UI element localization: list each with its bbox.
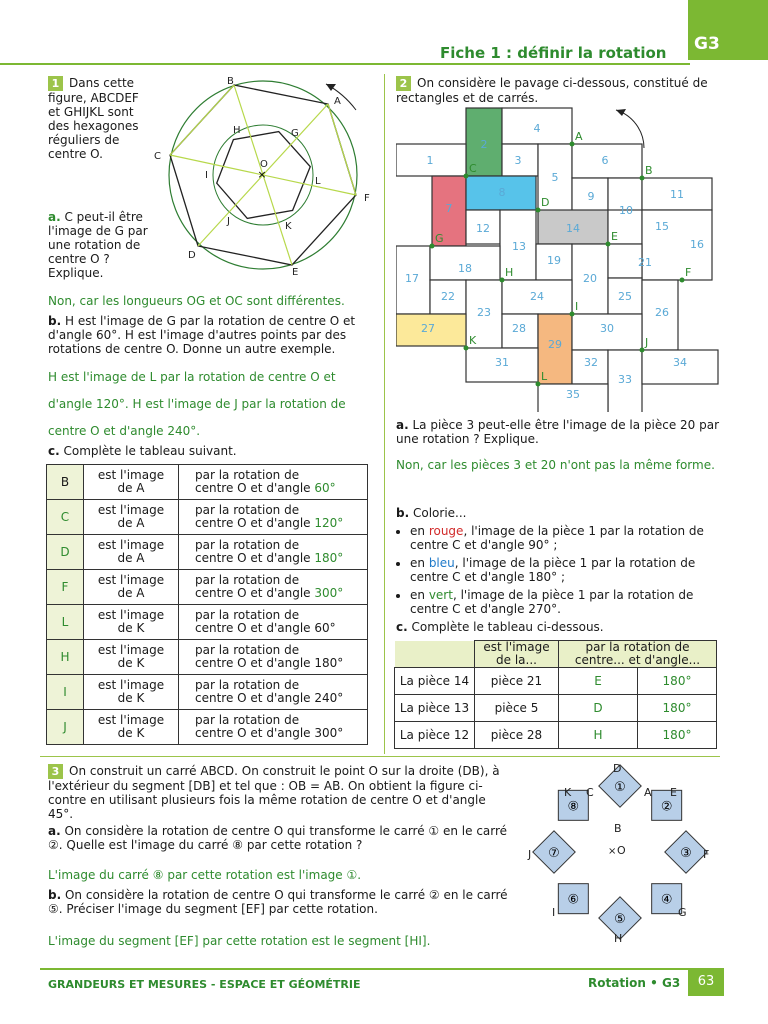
ex3-qb-answer: L'image du segment [EF] par cette rotation est le segment [HI]. [48, 934, 431, 948]
ex2-table-piece: La pièce 14 [395, 668, 475, 695]
ex1-table-rotation: par la rotation de centre O et d'angle 60° [179, 605, 368, 640]
ex2-bullet-red: • en rouge, l'image de la pièce 1 par la rotation de centre C et d'angle 90° ; [410, 524, 720, 552]
tile-label: 26 [655, 306, 669, 319]
ex1-table-rotation: par la rotation de centre O et d'angle 180° [179, 535, 368, 570]
label-H: H [233, 125, 241, 136]
tile-label: 10 [619, 204, 633, 217]
ex1-table-row [47, 605, 368, 640]
ex1-table-row [47, 570, 368, 605]
point-E [606, 242, 611, 247]
ex2-table-center: E [559, 668, 638, 695]
ex1-qb-answer-2: d'angle 120°. H est l'image de J par la rotation de [48, 397, 346, 411]
point-label-E: E [611, 230, 618, 243]
tile-21 [608, 244, 642, 278]
tile-label: 19 [547, 254, 561, 267]
ex2-table-piece: La pièce 13 [395, 695, 475, 722]
ex2-rotation-arrow-arc [616, 110, 644, 148]
ex1-qa-block [48, 210, 148, 280]
tile-label: 24 [530, 290, 544, 303]
label-E: E [670, 786, 677, 799]
tile-label: 4 [533, 122, 541, 135]
label-J: J [528, 848, 532, 861]
label-A: A [644, 786, 652, 799]
ex2-table-image: pièce 28 [475, 722, 559, 749]
label-G: G [291, 128, 299, 139]
ex2-intro: On considère le pavage ci-dessous, constitué de rectangles et de carrés. [396, 76, 708, 105]
footer-chapter: Rotation • G3 [588, 976, 681, 990]
ex1-table-angle: 240° [314, 691, 344, 705]
ex1-hexagon-figure [150, 74, 380, 284]
ex1-table-point: C [47, 500, 84, 535]
point-G [430, 244, 435, 249]
ex2-bullet-blue: • en bleu, l'image de la pièce 1 par la rotation de centre C et d'angle 180° ; [410, 556, 720, 584]
ex2-table-row [395, 695, 717, 722]
ex1-table-point: B [47, 465, 84, 500]
label-O: O [260, 159, 268, 170]
tile-label: 15 [655, 220, 669, 233]
tile-label: 34 [673, 356, 687, 369]
ex1-table-rotation: par la rotation de centre O et d'angle 120° [179, 500, 368, 535]
tile-label: 23 [477, 306, 491, 319]
ex2-qc-block [396, 620, 604, 634]
ex1-qc-text: Complète le tableau suivant. [63, 444, 237, 458]
ex3-number-badge: 3 [48, 764, 63, 779]
ex2-number-badge: 2 [396, 76, 411, 91]
point-C [464, 174, 469, 179]
label-K: K [564, 786, 572, 799]
ex1-table-angle: 180° [314, 551, 344, 565]
ex3-squares-figure [520, 760, 720, 950]
chord-1 [170, 85, 234, 155]
point-label-J: J [645, 336, 649, 349]
tile-label: 1 [426, 154, 434, 167]
label-J: J [227, 216, 230, 227]
label-B: B [614, 822, 622, 835]
footer-domain: GRANDEURS ET MESURES - ESPACE ET GÉOMÉTRIE [48, 978, 361, 991]
ex1-qb-answer-1: H est l'image de L par la rotation de centre O et [48, 370, 336, 384]
ex1-table-rotation: par la rotation de centre O et d'angle 60° [179, 465, 368, 500]
point-label-L: L [541, 370, 548, 383]
ex1-table-rotation: par la rotation de centre O et d'angle 300° [179, 570, 368, 605]
tile-label: 12 [476, 222, 490, 235]
tile-label: 16 [690, 238, 704, 251]
ex1-number-badge: 1 [48, 76, 63, 91]
ex2-table-image: pièce 5 [475, 695, 559, 722]
ex1-qb-block [48, 314, 370, 356]
ex1-table-angle: 120° [314, 516, 344, 530]
ex1-table-row [47, 465, 368, 500]
ex1-table-point: D [47, 535, 84, 570]
ex1-qc-block [48, 444, 237, 458]
ex2-qb-block [396, 506, 720, 620]
ex2-table-image: pièce 21 [475, 668, 559, 695]
ex3-qa-block [48, 824, 508, 852]
tile-label: 11 [670, 188, 684, 201]
ex1-table [46, 464, 368, 745]
ex2-table-head-1: est l'image de la... [475, 641, 559, 668]
ex2-table-angle: 180° [638, 668, 717, 695]
ex3-qa-label: a. [48, 824, 61, 838]
tile-label: 18 [458, 262, 472, 275]
point-J [640, 348, 645, 353]
square-number: ① [614, 780, 626, 795]
label-D: D [613, 762, 622, 775]
svg-text:×: × [608, 846, 617, 857]
ex2-table-angle: 180° [638, 695, 717, 722]
ex3-qb-block [48, 888, 508, 916]
tile-label: 27 [421, 322, 435, 335]
svg-text:×: × [257, 168, 267, 181]
ex3-qa-text: On considère la rotation de centre O qui transforme le carré ① en le carré ②. Quelle est l'image du carré ⑧ par cette rotation ? [48, 824, 508, 852]
tile-label: 25 [618, 290, 632, 303]
page-title: Fiche 1 : définir la rotation [440, 44, 667, 62]
point-label-A: A [575, 130, 583, 143]
ex1-qa-answer: Non, car les longueurs OG et OC sont différentes. [48, 294, 345, 308]
tile-label: 17 [405, 272, 419, 285]
point-L [536, 382, 541, 387]
label-K: K [285, 221, 292, 232]
ex2-qa-text: La pièce 3 peut-elle être l'image de la pièce 20 par une rotation ? Explique. [396, 418, 720, 446]
ex1-intro-block [48, 76, 148, 161]
ex2-qb-label: b. [396, 506, 410, 520]
label-E: E [292, 267, 299, 278]
ex3-qb-text: On considère la rotation de centre O qui transforme le carré ② en le carré ⑤. Préciser l'image du segment [EF] par cette rotation. [48, 888, 508, 916]
tile-label: 3 [514, 154, 522, 167]
tile-label: 9 [587, 190, 595, 203]
footer-chapter-code: G3 [662, 976, 681, 990]
ex2-bullet-green: • en vert, l'image de la pièce 1 par la rotation de centre C et d'angle 270°. [410, 588, 720, 616]
tile-label: 21 [638, 256, 652, 269]
ex1-table-point: J [47, 710, 84, 745]
tile-label: 2 [480, 138, 488, 151]
ex1-table-rotation: par la rotation de centre O et d'angle 180° [179, 640, 368, 675]
ex1-table-image: est l'image de K [84, 605, 179, 640]
point-label-F: F [685, 266, 692, 279]
point-K [464, 346, 469, 351]
ex1-table-rotation: par la rotation de centre O et d'angle 240° [179, 675, 368, 710]
ex2-table-center: H [559, 722, 638, 749]
point-label-C: C [469, 162, 477, 175]
ex1-table-row [47, 710, 368, 745]
ex2-table-center: D [559, 695, 638, 722]
ex1-table-row [47, 500, 368, 535]
tile-label: 30 [600, 322, 614, 335]
point-label-H: H [505, 266, 514, 279]
tile-label: 31 [495, 356, 509, 369]
chord-2 [328, 104, 356, 195]
ex2-table [394, 640, 717, 749]
label-H: H [614, 932, 623, 945]
point-label-K: K [469, 334, 477, 347]
tile-label: 28 [512, 322, 526, 335]
ex3-qb-label: b. [48, 888, 62, 902]
ex2-table-angle: 180° [638, 722, 717, 749]
label-L: L [315, 176, 321, 187]
ex1-table-row [47, 675, 368, 710]
square-number: ⑦ [548, 846, 560, 861]
ex1-table-row [47, 535, 368, 570]
ex2-qa-answer: Non, car les pièces 3 et 20 n'ont pas la même forme. [396, 458, 715, 472]
tile-label: 6 [601, 154, 609, 167]
ex1-table-point: L [47, 605, 84, 640]
ex1-table-rotation: par la rotation de centre O et d'angle 300° [179, 710, 368, 745]
square-number: ④ [660, 892, 673, 908]
ex2-table-piece: La pièce 12 [395, 722, 475, 749]
square-number: ⑤ [614, 912, 626, 927]
ex2-qc-text: Complète le tableau ci-dessous. [411, 620, 604, 634]
ex2-rotation-arrow-head [616, 109, 626, 116]
ex2-qb-text: Colorie... [412, 506, 467, 520]
label-I: I [205, 170, 208, 181]
tile-label: 20 [583, 272, 597, 285]
square-number: ⑥ [567, 892, 580, 908]
section-separator [40, 756, 720, 757]
ex1-table-angle: 300° [314, 726, 344, 740]
tile-label: 32 [584, 356, 598, 369]
ex1-table-image: est l'image de A [84, 535, 179, 570]
ex1-table-angle: 60° [314, 481, 336, 495]
column-separator [384, 74, 385, 754]
label-F: F [703, 848, 710, 861]
ex2-qc-label: c. [396, 620, 408, 634]
ex2-table-row [395, 668, 717, 695]
point-label-D: D [541, 196, 550, 209]
ex1-qb-text: H est l'image de G par la rotation de centre O et d'angle 60°. H est l'image d'autres points par des rotations de centre O. Donne un autre exemple. [48, 314, 356, 356]
label-B: B [227, 76, 234, 87]
label-O: O [617, 844, 626, 857]
label-C: C [154, 151, 161, 162]
ex1-table-angle: 300° [314, 586, 344, 600]
tile-label: 22 [441, 290, 455, 303]
point-label-I: I [575, 300, 579, 313]
label-G: G [678, 906, 687, 919]
point-H [500, 278, 505, 283]
ex2-table-row [395, 722, 717, 749]
page-number: 63 [688, 968, 724, 996]
ex2-tiling-figure [396, 106, 720, 412]
ex1-qa-label: a. [48, 210, 61, 224]
point-label-B: B [645, 164, 653, 177]
point-D [536, 208, 541, 213]
tile-label: 8 [498, 186, 506, 199]
label-F: F [364, 193, 370, 204]
ex1-table-image: est l'image de A [84, 570, 179, 605]
ex2-table-head-2: par la rotation de centre... et d'angle... [559, 641, 717, 668]
footer-chapter-label: Rotation [588, 976, 646, 990]
footer-rule [40, 968, 688, 970]
label-D: D [188, 250, 196, 261]
tile-label: 35 [566, 388, 580, 401]
ex1-qc-label: c. [48, 444, 60, 458]
square-number: ② [660, 799, 673, 815]
ex1-qb-answer-3: centre O et d'angle 240°. [48, 424, 201, 438]
ex1-table-point: F [47, 570, 84, 605]
ex1-intro: Dans cette figure, ABCDEF et GHIJKL sont des hexagones réguliers de centre O. [48, 76, 139, 161]
tile-label: 33 [618, 373, 632, 386]
ex3-intro: On construit un carré ABCD. On construit le point O sur la droite (DB), à l'extérieur du segment [DB] et tel que : OB = AB. On obtient la figure ci-contre en utilisant plusieurs fois la même rotation de centre O et d'angle 45°. [48, 764, 500, 821]
ex1-table-image: est l'image de A [84, 465, 179, 500]
ex1-table-row [47, 640, 368, 675]
ex1-table-image: est l'image de K [84, 640, 179, 675]
ex2-intro-block [396, 76, 720, 105]
point-F [680, 278, 685, 283]
ex1-qa-text: C peut-il être l'image de G par une rotation de centre O ? Explique. [48, 210, 148, 280]
ex1-qb-label: b. [48, 314, 62, 328]
point-label-G: G [435, 232, 444, 245]
square-number: ③ [680, 846, 692, 861]
header-rule [0, 63, 690, 65]
tile-label: 29 [548, 338, 562, 351]
ex3-qa-answer: L'image du carré ⑧ par cette rotation est l'image ①. [48, 868, 362, 882]
point-A [570, 142, 575, 147]
label-A: A [334, 96, 341, 107]
point-B [640, 176, 645, 181]
ex1-table-point: I [47, 675, 84, 710]
ex2-qa-block [396, 418, 720, 446]
ex2-qa-label: a. [396, 418, 409, 432]
ex3-intro-block [48, 764, 508, 821]
ex2-color-list [396, 524, 720, 616]
point-I [570, 312, 575, 317]
ex1-table-image: est l'image de K [84, 675, 179, 710]
ex1-table-image: est l'image de K [84, 710, 179, 745]
label-C: C [586, 786, 594, 799]
tile-label: 5 [551, 171, 559, 184]
tile-label: 7 [445, 202, 453, 215]
square-number: ⑧ [567, 799, 580, 815]
ex1-table-angle: 180° [314, 656, 344, 670]
ex1-table-angle: 60° [314, 621, 336, 635]
ex1-table-image: est l'image de A [84, 500, 179, 535]
ex1-table-point: H [47, 640, 84, 675]
chapter-tab: G3 [688, 0, 768, 60]
tile-label: 13 [512, 240, 526, 253]
label-I: I [552, 906, 556, 919]
tile-label: 14 [566, 222, 580, 235]
rotation-arrow-head [326, 84, 336, 91]
